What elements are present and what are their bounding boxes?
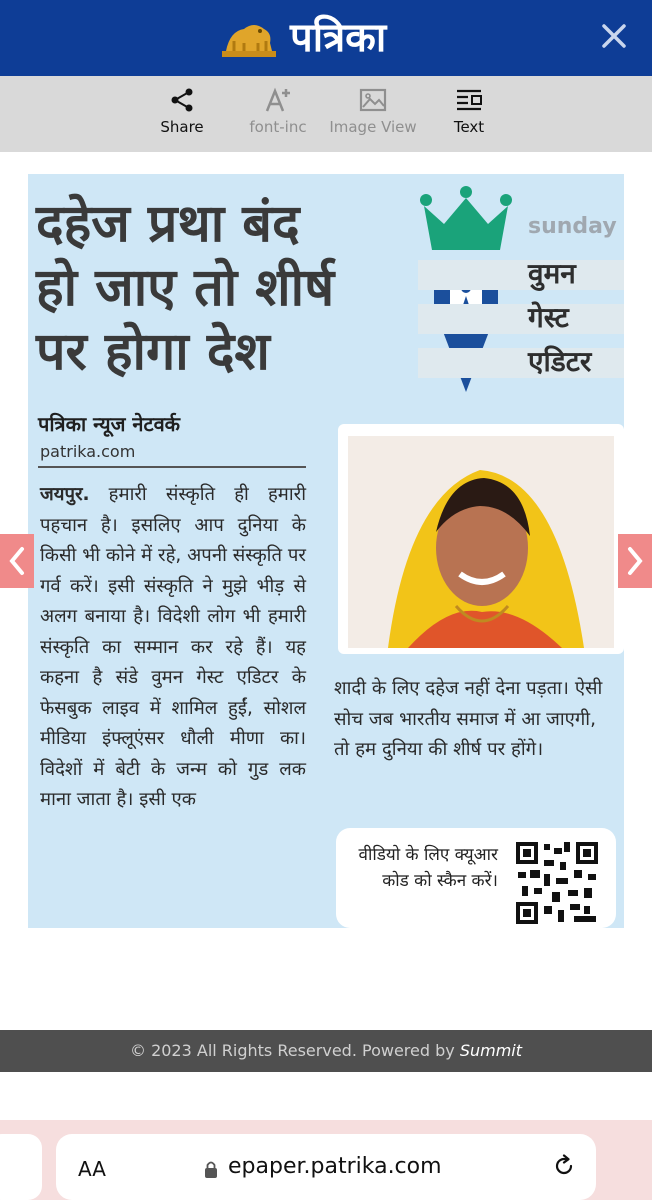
url-text[interactable]: epaper.patrika.com: [228, 1154, 442, 1179]
band: [418, 304, 624, 334]
byline-url: patrika.com: [40, 442, 136, 461]
headline-line: पर होगा देश: [36, 322, 270, 382]
prev-page-button[interactable]: [0, 534, 34, 588]
share-label: Share: [160, 118, 204, 136]
divider: [38, 466, 306, 468]
image-view-button[interactable]: [323, 86, 423, 136]
share-button[interactable]: [132, 86, 232, 136]
reload-icon[interactable]: [552, 1154, 576, 1178]
font-increase-label: font-inc: [249, 118, 307, 136]
byline: पत्रिका न्यूज नेटवर्क: [38, 412, 181, 436]
font-increase-button[interactable]: [228, 86, 328, 136]
series-word: गेस्ट: [528, 301, 569, 334]
series-word: वुमन: [528, 257, 576, 290]
series-label: sunday: [528, 214, 617, 239]
image-icon: [359, 86, 387, 114]
epaper-article-clip: [28, 174, 624, 928]
article-body-right: शादी के लिए दहेज नहीं देना पड़ता। ऐसी सोच जब भारतीय समाज में आ जाएगी, तो हम दुनिया की शीर्ष पर होंगे।: [334, 678, 603, 760]
band: [418, 348, 624, 378]
guest-editor-photo: [348, 436, 614, 648]
qr-instruction: वीडियो के लिए क्यूआर कोड को स्कैन करें।: [358, 845, 498, 891]
lion-emblem-icon: [220, 17, 278, 59]
tab-switcher[interactable]: [0, 1134, 42, 1200]
article-body-left: [40, 480, 306, 816]
text-size-button[interactable]: AA: [78, 1157, 106, 1181]
body-text-left: हमारी संस्कृति ही हमारी पहचान है। इसलिए आप दुनिया के किसी भी कोने में रहे, अपनी संस्कृति पर गर्व करें। इसी संस्कृति ने मुझे भीड़ से अलग बनाया है। विदेशी लोग भी हमारी संस्कृति का सम्मान कर रहे हैं। यह कहना है संडे वुमन गेस्ट एडिटर के फेसबुक लाइव में शामिल हुईं, सोशल मीडिया इंफ्लूएंसर धौली मीणा का। विदेशों में बेटी के जन्म को गुड लक माना जाता है। इसी एक: [40, 484, 306, 810]
reader-toolbar: [0, 76, 652, 152]
text-view-label: Text: [453, 118, 485, 136]
close-icon[interactable]: [598, 20, 630, 52]
portrait-illustration: [348, 436, 614, 648]
brand-logo[interactable]: [220, 10, 386, 66]
chevron-right-icon: [625, 545, 645, 577]
qr-code-icon[interactable]: [514, 840, 600, 926]
brand-name: पत्रिका: [290, 15, 387, 61]
powered-by-link[interactable]: Summit: [459, 1041, 523, 1060]
image-view-label: Image View: [329, 118, 417, 136]
headline-line: हो जाए तो शीर्ष: [36, 258, 335, 318]
app-header: [0, 0, 652, 76]
series-word: एडिटर: [528, 345, 592, 378]
dateline: जयपुर.: [40, 484, 90, 505]
lock-icon: [204, 1160, 218, 1178]
band: [418, 260, 624, 290]
copyright-text: © 2023 All Rights Reserved. Powered by: [129, 1041, 455, 1060]
next-page-button[interactable]: [618, 534, 652, 588]
article-headline: [36, 192, 416, 384]
font-increase-icon: [264, 86, 292, 114]
chevron-left-icon: [7, 545, 27, 577]
footer: [0, 1030, 652, 1072]
headline-line: दहेज प्रथा बंद: [36, 194, 300, 254]
text-view-icon: [455, 86, 483, 114]
text-view-button[interactable]: [419, 86, 519, 136]
share-icon: [168, 86, 196, 114]
